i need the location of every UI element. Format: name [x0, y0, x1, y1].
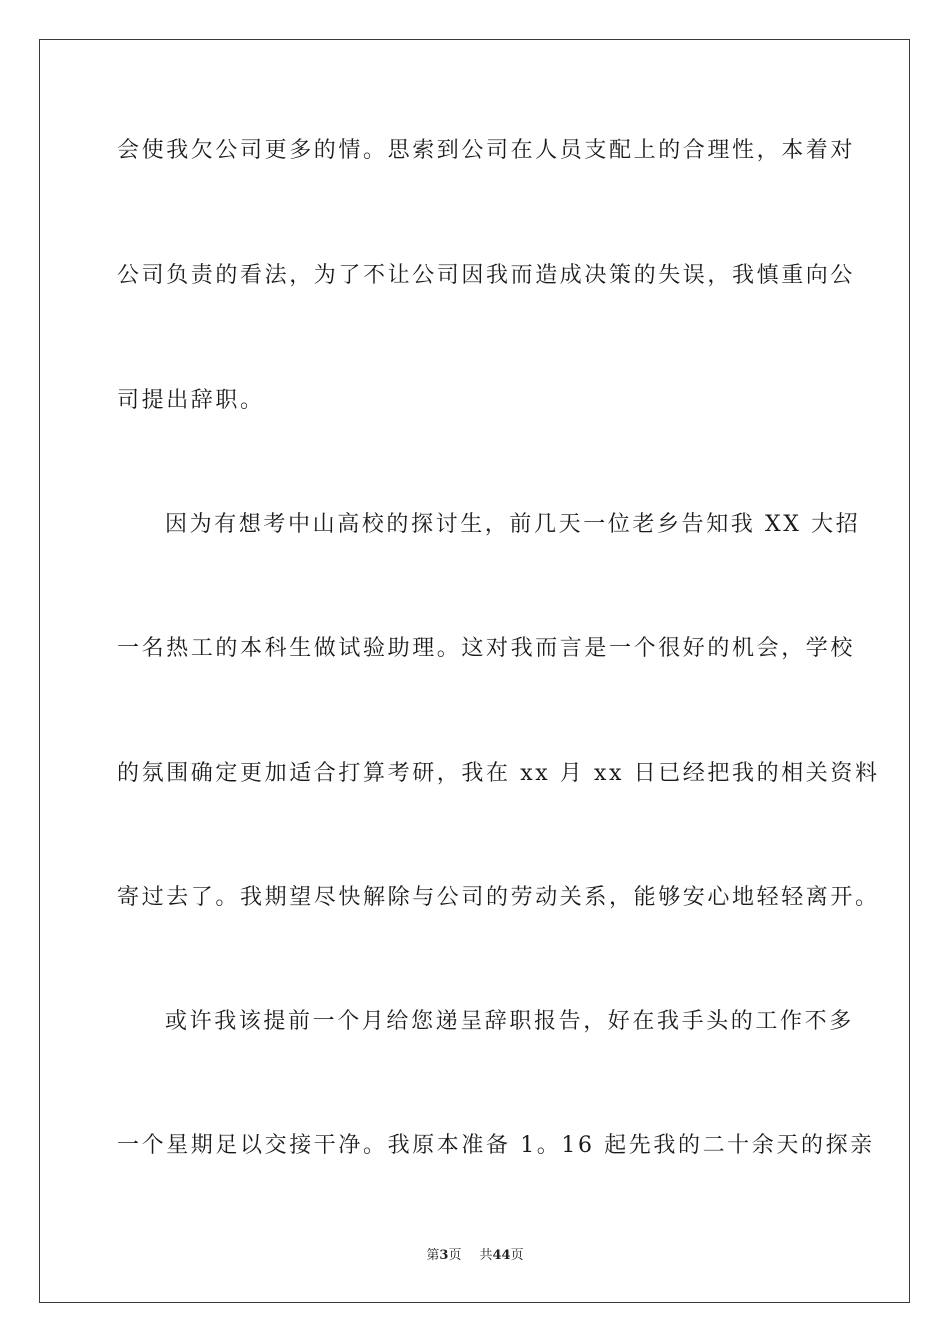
page-prefix: 第	[426, 1248, 440, 1263]
page-number: 3	[439, 1248, 449, 1263]
text-line-3: 司提出辞职。	[117, 388, 265, 413]
text-line-1: 会使我欠公司更多的情。思索到公司在人员支配上的合理性，本着对	[117, 138, 856, 163]
page-border	[39, 39, 910, 1303]
text-line-9: 一个星期足以交接干净。我原本准备 1。16 起先我的二十余天的探亲	[117, 1133, 875, 1158]
text-line-5: 一名热工的本科生做试验助理。这对我而言是一个很好的机会，学校	[117, 636, 856, 661]
total-pages: 44	[492, 1248, 511, 1263]
text-line-2: 公司负责的看法，为了不让公司因我而造成决策的失误，我慎重向公	[117, 263, 856, 288]
page-suffix: 页	[448, 1248, 462, 1263]
text-line-6: 的氛围确定更加适合打算考研，我在 xx 月 xx 日已经把我的相关资料	[117, 761, 880, 786]
page-footer	[0, 1248, 950, 1264]
text-line-4: 因为有想考中山高校的探讨生，前几天一位老乡告知我 XX 大招	[165, 512, 861, 537]
total-suffix: 页	[510, 1248, 524, 1263]
total-prefix: 共	[479, 1248, 493, 1263]
text-line-7: 寄过去了。我期望尽快解除与公司的劳动关系，能够安心地轻轻离开。	[117, 885, 880, 910]
text-line-8: 或许我该提前一个月给您递呈辞职报告，好在我手头的工作不多	[165, 1009, 854, 1034]
